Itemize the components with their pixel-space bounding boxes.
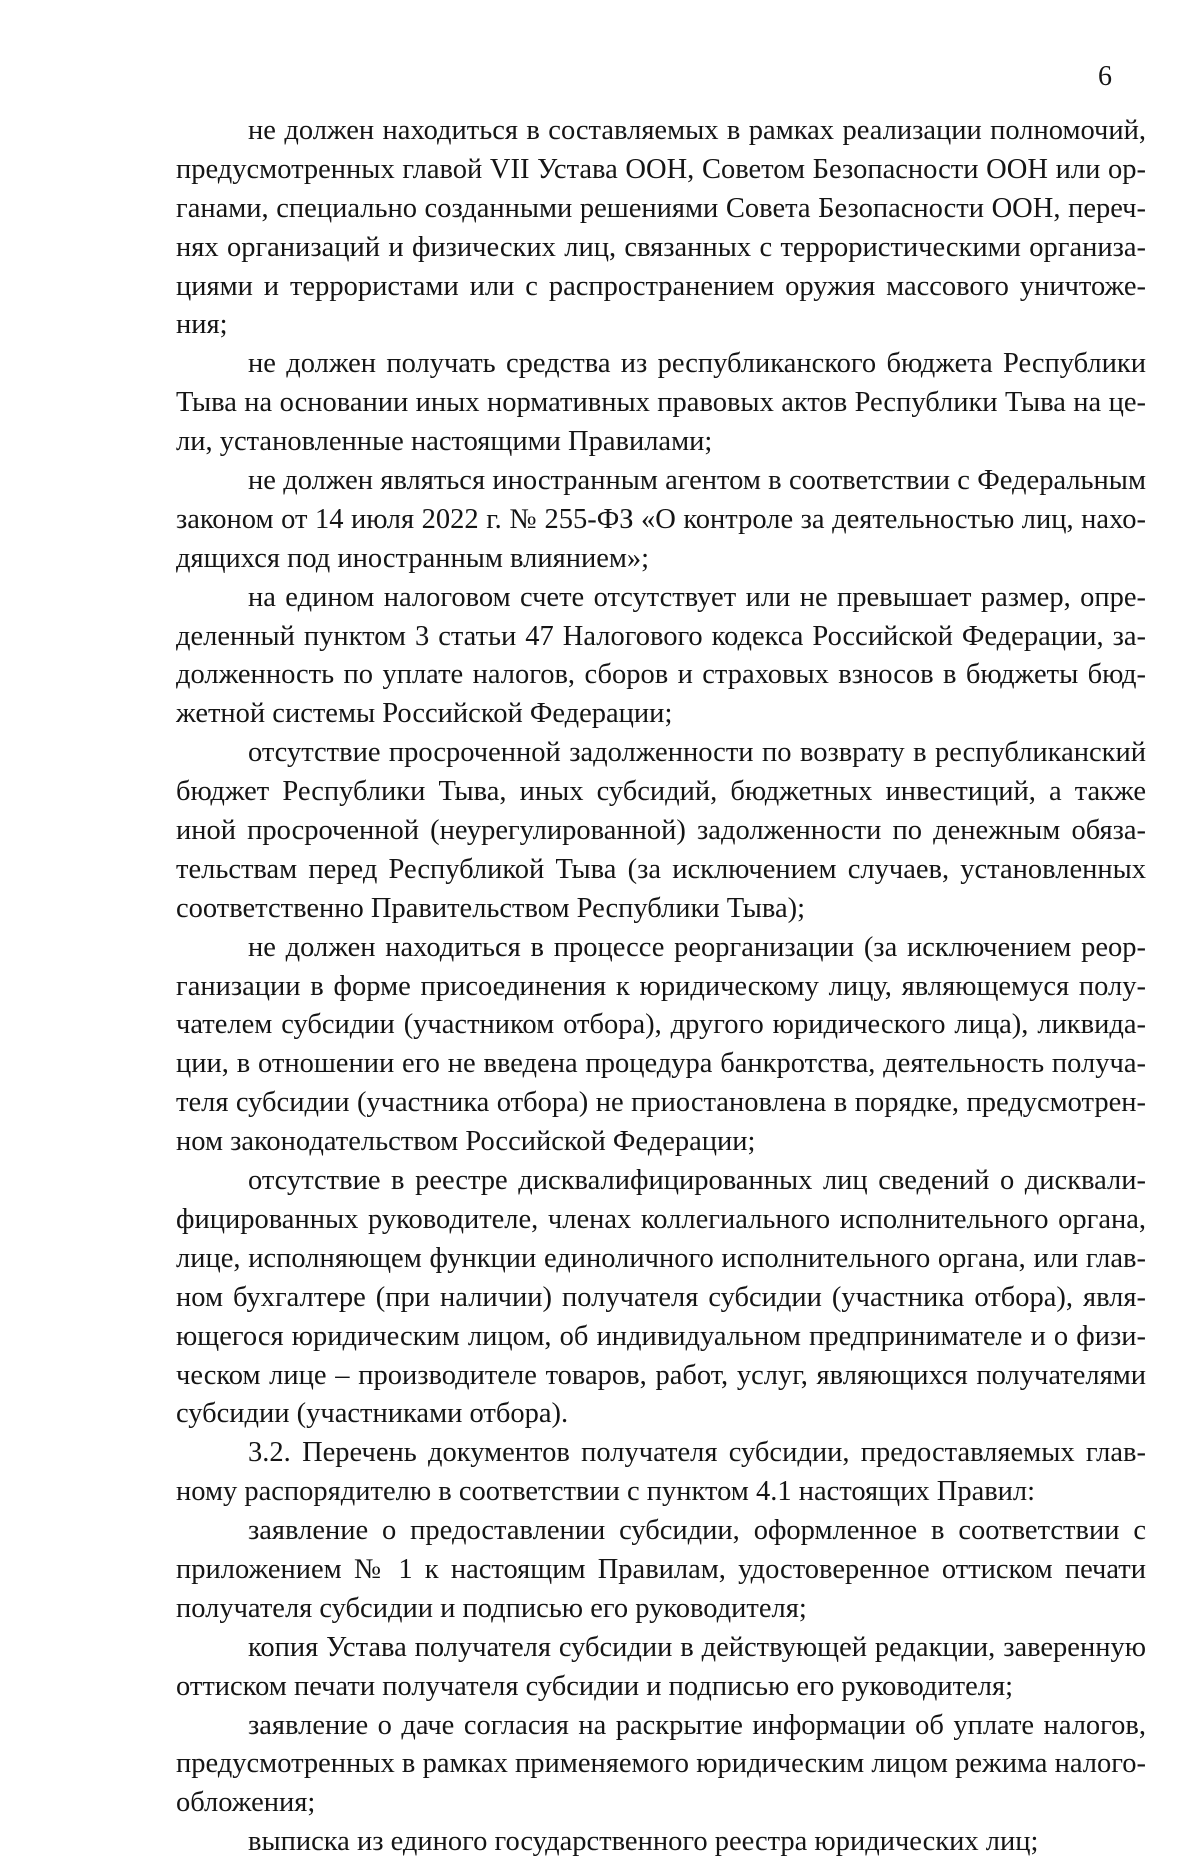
text-line: 3.2. Перечень документов получателя субсидии, предоставляемых глав- [248,1437,1146,1469]
text-line: оттиском печати получателя субсидии и подписью его руководителя; [176,1670,1014,1702]
text-line: бюджет Республики Тыва, иных субсидий, бюджетных инвестиций, а также [176,776,1146,808]
text-line: заявление о даче согласия на раскрытие информации об уплате налогов, [248,1709,1146,1741]
text-line: лице, исполняющем функции единоличного исполнительного органа, или глав- [176,1242,1146,1274]
text-line: получателя субсидии и подписью его руководителя; [176,1592,807,1624]
text-line: чателем субсидии (участником отбора), другого юридического лица), ликвида- [176,1009,1146,1041]
text-line: жетной системы Российской Федерации; [176,698,673,730]
text-line: ции, в отношении его не введена процедура банкротства, деятельность получа- [176,1048,1146,1080]
text-line: циями и террористами или с распространением оружия массового уничтоже- [176,270,1146,302]
text-line: законом от 14 июля 2022 г. № 255-ФЗ «О контроле за деятельностью лиц, нахо- [176,503,1146,535]
text-line: нях организаций и физических лиц, связанных с террористическими организа- [176,231,1146,263]
text-line: не должен находиться в составляемых в рамках реализации полномочий, [248,115,1146,146]
text-line: долженность по уплате налогов, сборов и страховых взносов в бюджеты бюд- [176,659,1146,691]
text-line: отсутствие в реестре дисквалифицированных лиц сведений о дисквали- [248,1165,1146,1197]
text-line: теля субсидии (участника отбора) не приостановлена в порядке, предусмотрен- [176,1087,1146,1119]
text-line: Тыва на основании иных нормативных правовых актов Республики Тыва на це- [176,387,1146,419]
text-line: выписка из единого государственного реестра юридических лиц; [248,1826,1039,1858]
page-number: 6 [1098,61,1112,92]
text-line: ющегося юридическим лицом, об индивидуальном предпринимателе и о физи- [176,1320,1146,1352]
text-line: фицированных руководителе, членах коллегиального исполнительного органа, [176,1203,1146,1235]
text-line: ном законодательством Российской Федерации; [176,1126,756,1158]
text-line: обложения; [176,1787,316,1819]
document-body [176,112,1146,1862]
text-line: отсутствие просроченной задолженности по возврату в республиканский [248,737,1146,769]
text-line: копия Устава получателя субсидии в действующей редакции, заверенную [248,1631,1146,1663]
text-line: ческом лице – производителе товаров, работ, услуг, являющихся получателями [176,1359,1146,1391]
text-line: иной просроченной (неурегулированной) задолженности по денежным обяза- [176,815,1146,847]
text-line: ли, установленные настоящими Правилами; [176,426,713,458]
text-line: ному распорядителю в соответствии с пунктом 4.1 настоящих Правил: [176,1476,1036,1508]
text-line: предусмотренных в рамках применяемого юридическим лицом режима налого- [176,1748,1146,1780]
text-line: не должен являться иностранным агентом в соответствии с Федеральным [248,465,1146,497]
text-line: предусмотренных главой VII Устава ООН, Советом Безопасности ООН или ор- [176,153,1146,185]
text-line: ганизации в форме присоединения к юридическому лицу, являющемуся полу- [176,970,1146,1002]
text-line: ном бухгалтере (при наличии) получателя субсидии (участника отбора), явля- [176,1281,1146,1313]
text-line: ния; [176,309,228,341]
text-line: тельствам перед Республикой Тыва (за исключением случаев, установленных [176,853,1146,885]
text-line: субсидии (участниками отбора). [176,1398,569,1430]
text-line: не должен находиться в процессе реорганизации (за исключением реор- [248,931,1146,963]
text-line: заявление о предоставлении субсидии, оформленное в соответствии с [248,1515,1146,1547]
text-line: приложением № 1 к настоящим Правилам, удостоверенное оттиском печати [176,1553,1146,1585]
text-line: не должен получать средства из республиканского бюджета Республики [248,348,1146,380]
text-line: ганами, специально созданными решениями Совета Безопасности ООН, переч- [176,192,1146,224]
text-line: дящихся под иностранным влиянием»; [176,542,650,574]
text-line: деленный пунктом 3 статьи 47 Налогового кодекса Российской Федерации, за- [176,620,1146,652]
text-line: соответственно Правительством Республики Тыва); [176,892,806,924]
text-line: на едином налоговом счете отсутствует или не превышает размер, опре- [248,581,1146,613]
